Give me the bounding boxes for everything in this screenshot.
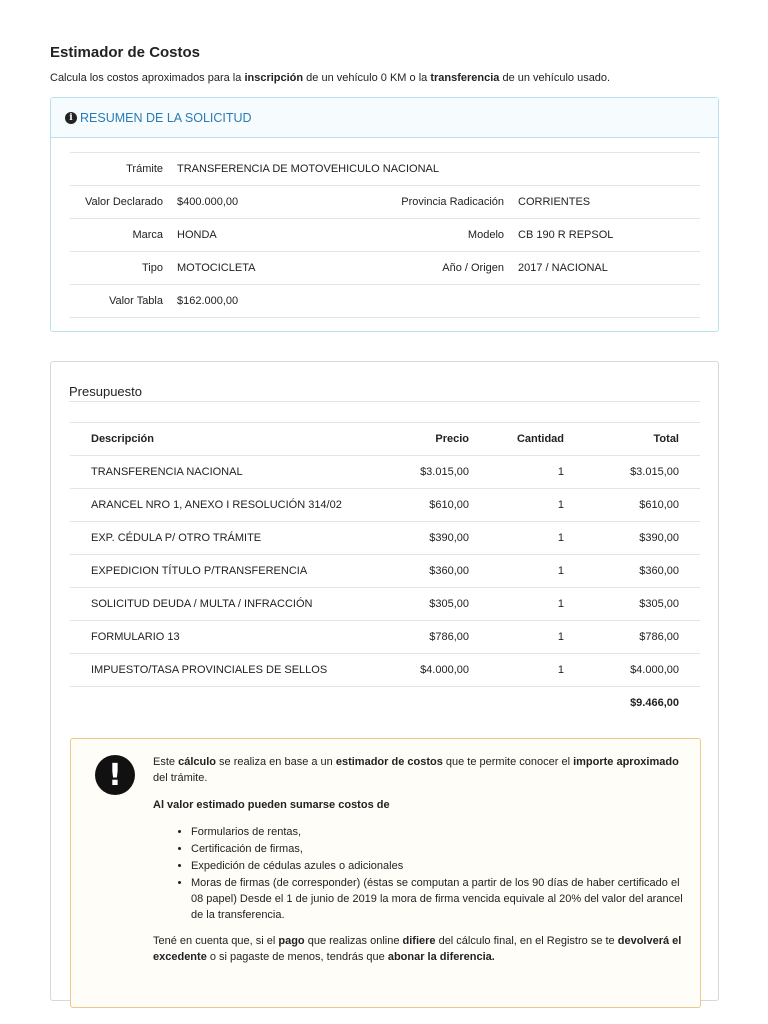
notice-paragraph bbox=[153, 754, 688, 786]
notice-box bbox=[70, 738, 701, 1008]
notice-text: o si pagaste de menos, tendrás que bbox=[206, 951, 388, 963]
notice-bold: importe aproximado bbox=[573, 756, 679, 768]
summary-label: Provincia Radicación bbox=[397, 186, 518, 219]
cell-quantity: 1 bbox=[490, 555, 590, 588]
notice-bold: cálculo bbox=[178, 756, 216, 768]
table-row bbox=[70, 621, 700, 654]
summary-value: $162.000,00 bbox=[177, 285, 397, 318]
list-item: • Moras de firmas (de corresponder) (éstas se computan a partir de los 90 días de haber certificado el 08 papel) Desde el 1 de junio de 2019 la mora de firma vencida equivale al 20% del valor del arancel de la transferencia. bbox=[191, 875, 688, 923]
column-header-total: Total bbox=[590, 423, 700, 456]
summary-label: Modelo bbox=[397, 219, 518, 252]
notice-bold: estimador de costos bbox=[335, 756, 443, 768]
grand-total: $9.466,00 bbox=[630, 697, 679, 710]
divider bbox=[69, 401, 700, 402]
cell-price: $305,00 bbox=[370, 588, 490, 621]
summary-label: Año / Origen bbox=[397, 252, 518, 285]
subtitle-text: de un vehículo usado. bbox=[499, 72, 611, 84]
notice-body bbox=[153, 754, 688, 976]
notice-text: del cálculo final, en el Registro se te bbox=[435, 935, 618, 947]
cell-total: $3.015,00 bbox=[590, 456, 700, 489]
summary-label: Valor Tabla bbox=[70, 285, 177, 318]
summary-value: 2017 / NACIONAL bbox=[518, 252, 700, 285]
summary-heading-label: RESUMEN DE LA SOLICITUD bbox=[80, 110, 252, 125]
cell-empty bbox=[490, 687, 590, 720]
notice-text: del trámite. bbox=[153, 772, 208, 784]
cell-quantity: 1 bbox=[490, 489, 590, 522]
cell-description: SOLICITUD DEUDA / MULTA / INFRACCIÓN bbox=[70, 588, 370, 621]
summary-value: MOTOCICLETA bbox=[177, 252, 397, 285]
summary-table bbox=[70, 152, 700, 318]
info-icon: i bbox=[65, 112, 77, 124]
summary-row bbox=[70, 186, 700, 219]
cell-price: $786,00 bbox=[370, 621, 490, 654]
cell-description: IMPUESTO/TASA PROVINCIALES DE SELLOS bbox=[70, 654, 370, 687]
notice-text: Este bbox=[153, 756, 179, 768]
cell-quantity: 1 bbox=[490, 654, 590, 687]
summary-label: Tipo bbox=[70, 252, 177, 285]
cell-description: EXP. CÉDULA P/ OTRO TRÁMITE bbox=[70, 522, 370, 555]
summary-value: CORRIENTES bbox=[518, 186, 700, 219]
summary-row bbox=[70, 153, 700, 186]
cell-price: $360,00 bbox=[370, 555, 490, 588]
column-header-price: Precio bbox=[370, 423, 490, 456]
summary-row bbox=[70, 285, 700, 318]
budget-panel bbox=[50, 361, 719, 1001]
summary-value: TRANSFERENCIA DE MOTOVEHICULO NACIONAL bbox=[177, 153, 700, 186]
subtitle-text: Calcula los costos aproximados para la bbox=[50, 72, 245, 84]
notice-bold: difiere bbox=[402, 935, 436, 947]
notice-text: que realizas online bbox=[304, 935, 403, 947]
notice-bold: Al valor estimado pueden sumarse costos de bbox=[153, 799, 390, 811]
cell-total: $610,00 bbox=[590, 489, 700, 522]
cell-quantity: 1 bbox=[490, 522, 590, 555]
cell-empty bbox=[370, 687, 490, 720]
summary-label: Trámite bbox=[70, 153, 177, 186]
list-item: • Expedición de cédulas azules o adicionales bbox=[191, 858, 688, 874]
cell-description: EXPEDICION TÍTULO P/TRANSFERENCIA bbox=[70, 555, 370, 588]
table-header-row bbox=[70, 423, 700, 456]
table-row bbox=[70, 456, 700, 489]
cell-description: ARANCEL NRO 1, ANEXO I RESOLUCIÓN 314/02 bbox=[70, 489, 370, 522]
summary-value: HONDA bbox=[177, 219, 397, 252]
notice-text: que te permite conocer el bbox=[442, 756, 574, 768]
cell-total: $360,00 bbox=[590, 555, 700, 588]
budget-title: Presupuesto bbox=[69, 384, 142, 399]
table-row bbox=[70, 555, 700, 588]
list-item: • Formularios de rentas, bbox=[191, 824, 688, 840]
cell-description: TRANSFERENCIA NACIONAL bbox=[70, 456, 370, 489]
table-row bbox=[70, 654, 700, 687]
notice-subheading bbox=[153, 797, 688, 813]
summary-label: Valor Declarado bbox=[70, 186, 177, 219]
page-title: Estimador de Costos bbox=[50, 44, 201, 61]
cell-total: $390,00 bbox=[590, 522, 700, 555]
table-row bbox=[70, 489, 700, 522]
cell-price: $3.015,00 bbox=[370, 456, 490, 489]
summary-label: Marca bbox=[70, 219, 177, 252]
notice-text: se realiza en base a un bbox=[215, 756, 336, 768]
notice-bold: devolverá el excedente bbox=[153, 935, 682, 963]
summary-heading bbox=[51, 98, 718, 138]
summary-label bbox=[397, 285, 518, 318]
column-header-description: Descripción bbox=[70, 423, 370, 456]
summary-row bbox=[70, 252, 700, 285]
list-item: • Certificación de firmas, bbox=[191, 841, 688, 857]
subtitle-bold: transferencia bbox=[430, 72, 500, 84]
cell-total: $4.000,00 bbox=[590, 654, 700, 687]
notice-text: Tené en cuenta que, si el bbox=[153, 935, 279, 947]
grand-total-row bbox=[70, 687, 700, 720]
subtitle-bold: inscripción bbox=[244, 72, 304, 84]
cell-quantity: 1 bbox=[490, 621, 590, 654]
summary-row bbox=[70, 219, 700, 252]
cell-price: $390,00 bbox=[370, 522, 490, 555]
summary-panel bbox=[50, 97, 719, 332]
cell-description: FORMULARIO 13 bbox=[70, 621, 370, 654]
table-row bbox=[70, 588, 700, 621]
summary-value: CB 190 R REPSOL bbox=[518, 219, 700, 252]
cell-total: $305,00 bbox=[590, 588, 700, 621]
column-header-quantity: Cantidad bbox=[490, 423, 590, 456]
cell-total: $786,00 bbox=[590, 621, 700, 654]
table-row bbox=[70, 522, 700, 555]
subtitle-text: de un vehículo 0 KM o la bbox=[303, 72, 431, 84]
cell-quantity: 1 bbox=[490, 456, 590, 489]
budget-table bbox=[70, 422, 700, 720]
notice-paragraph bbox=[153, 933, 688, 965]
summary-value: $400.000,00 bbox=[177, 186, 397, 219]
cell-price: $4.000,00 bbox=[370, 654, 490, 687]
summary-value bbox=[518, 285, 700, 318]
notice-bold: pago bbox=[278, 935, 305, 947]
notice-list bbox=[191, 824, 688, 923]
exclamation-circle-icon: ! bbox=[95, 755, 135, 795]
notice-bold: abonar la diferencia. bbox=[387, 951, 495, 963]
cell-empty bbox=[70, 687, 370, 720]
page-subtitle bbox=[50, 72, 610, 84]
cell-quantity: 1 bbox=[490, 588, 590, 621]
cell-price: $610,00 bbox=[370, 489, 490, 522]
